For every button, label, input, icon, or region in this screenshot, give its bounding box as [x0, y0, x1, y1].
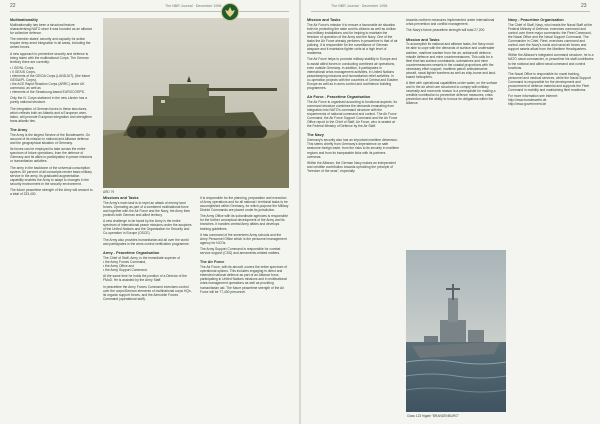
frigate-photo [406, 250, 506, 412]
body-paragraph: The Chief of Staff, Navy, who heads the Naval Staff at the Federal Ministry of Defence, exercises command and control over three major commands: the Fleet Command, the Naval Office and the Naval Support Command. The Commander in Chief, Fleet, exercises command and control over the Navy's naval and naval air forces and support assets afloat from the Maritime Headquarters. [508, 22, 593, 52]
body-paragraph: The Navy's future peacetime strength will total 27,200. [406, 28, 486, 33]
right-page-number: 23 [581, 3, 587, 9]
body-paragraph: The Army is the largest Service of the Bundeswehr. On account of its mission in national and Alliance defence and the geographical situation of Germany. [10, 132, 91, 146]
section-spacer [406, 108, 498, 111]
body-paragraph: Only the IV. Corps stationed in the new Länder has a purely national structure. [10, 96, 88, 105]
section-heading: Air Force - Peacetime Organisation [307, 95, 371, 100]
section-heading: Missions and Tasks [103, 196, 139, 200]
body-paragraph: Germany's security also has an important maritime dimension. This stems chiefly from Germany's dependence on safe seaborne foreign trade, from the risks to its security in maritime regions and from its inseparable links with its partners overseas. [307, 138, 399, 159]
right-running-header: The NBR Journal · December 1998 [331, 4, 388, 8]
body-paragraph: The Air Force, with its aircraft, covers the entire spectrum of operational options. This includes engaging in direct and extended national defence as part of an Alliance force, participating in United Nations missions and in multinational crisis management operations as well as providing humanitarian aid. The future peacetime strength of the Air Force will be 77,400 personnel. [200, 265, 288, 294]
left-page-number: 22 [10, 3, 16, 9]
section-heading: The Army [10, 128, 28, 133]
left-column-1 [10, 18, 94, 414]
body-paragraph: A fleet with operational capabilities under water, on the surface and in the air which are structured to comply with military necessity and economic reason is a prerequisite for making a credible contribution to preventive defence measures, crisis prevention and the ability to honour its obligations within the Alliance. [406, 81, 498, 106]
left-running-header: The NBR Journal · December 1998 [165, 4, 222, 8]
body-paragraph: A new challenge to be faced by the Army is the entire spectrum of international peace missions under the auspices of the United Nations and the Organisation for Security and Co-operation in Europe (OSCE). [103, 219, 192, 236]
body-paragraph: The future peacetime strength of the Army will amount to a total of 233,400. [10, 188, 93, 197]
body-paragraph: towards northern measures implemented under international crisis prevention and conflict management. [406, 18, 495, 27]
armored-vehicle-photo-art [103, 18, 289, 188]
section-spacer [200, 296, 289, 299]
body-paragraph: The member states' security and capacity for action require deep-ened integration in all areas, including the armed forces. [10, 37, 91, 50]
right-photo-caption: Class 123 frigate "BRANDENBURG" [407, 414, 459, 418]
eagle-icon [222, 4, 238, 20]
section-heading: Mission and Tasks [406, 37, 440, 42]
left-page [0, 0, 299, 424]
body-paragraph: Multinationality has been a structural feature characterising NATO since it was founded as an alliance for collective defence. [10, 22, 93, 35]
body-paragraph: The army in the backbone of the universal conscription system. 60 percent of all conscripts render basic military service in the army. Its graduated augmentation capability enables the Army to adapt to changes in the security environment in the security environment. [10, 165, 92, 186]
body-paragraph: The Army Support Command is responsible for combat service support (CSS) and armaments-related matters. [200, 247, 281, 256]
armored-vehicle-photo [103, 18, 289, 188]
section-spacer [103, 303, 193, 306]
right-column-1 [307, 18, 399, 414]
body-paragraph: Within the Alliance's integrated command structure, he is a NATO naval commander, in peacetime his staff contributes to the national and allied naval command and control functions. [508, 53, 594, 70]
army-emblem [221, 3, 239, 21]
body-paragraph: The Army also provides humanitarian aid all over the world and participates in the arms control verification programme. [103, 237, 190, 246]
right-column-3 [508, 18, 594, 414]
section-spacer [10, 198, 94, 201]
body-paragraph: The Army's main task is to repel an attack of enemy land forces. Operating as part of a combined multinational force and together with the Air Force and the Navy, the Army then protects both German and allied territory. [103, 200, 191, 218]
section-heading: The Air Force [200, 260, 225, 265]
body-paragraph: To accomplish its national and alliance tasks, the Navy must be able to cope with the demands of surface and underwater warfare, maritime warfare from the air, antiaircraft defence, missile defence and mine countermeasures. This calls for a fleet that has surface combatants, submarines and mine countermeasures vessels in the coastal proportions with the necessary effort support, maritime patrol/ antisubmarine aircraft, naval fighter bombers as well as ship-borne and land-based helicopters. [406, 42, 497, 79]
section-heading: Army - Peacetime Organisation [103, 250, 160, 255]
frigate-photo-art [406, 250, 506, 412]
body-paragraph: At the same time he holds the position of a Director of the FMoD. He is assisted by the Army Staff. [103, 274, 187, 283]
body-paragraph: The Air Force is organised according to functional aspects. Its command structure combines the demands emanating from integration into NATO's command structure with the requirements of national command and control. The Air Force Command, the Air Force Support Command and the Air Force Office report to the Chief of Staff, Air Force, who is seated at the Federal Ministry of Defence by the Air Staff. [307, 99, 398, 129]
section-spacer [307, 175, 399, 178]
body-paragraph: For more information see Internet: http://www.bundeswehr.de http://www.government.de [508, 94, 558, 107]
body-paragraph: The Air Force's mission it to ensure a favourable air situation both for protecting the state and its citizens as well as civilian and military installations and for helping to maintain the freedom of operation of the Army and the Navy. One of the tasks the Air Force already performs in peacetime is that of air policing. It is responsible for the surveillance of German airspace and it maintains fighter units at a high level of readiness. [307, 22, 398, 56]
section-heading: Multinationality [10, 18, 38, 22]
body-paragraph: Within the Alliance, the German Navy makes an independent and credible contribution towards upholding the principle of "freedom of the seas", especially [307, 160, 396, 173]
body-paragraph: The Naval Office is responsible for naval training, personnel and medical services, while the Naval Support Command is responsible for the development and procurement of defence material and supports the Fleet Command in mobility and maintaining fleet readiness. [508, 71, 591, 92]
right-page [301, 0, 600, 424]
body-paragraph: Its forces can be employed to take across the entire spectrum of future operations, from the defence of Germany and its allies to participation in peace missions or humanitarian activities. [10, 147, 93, 164]
left-column-3 [200, 196, 289, 416]
body-paragraph: The integration of German forces in these structures, which reflects both an Atlantic and a European orien-tation, will promote European integration and strengthen trans-atlantic ties. [10, 106, 92, 123]
left-photo-caption: ARD 79 [103, 190, 115, 194]
left-column-2 [103, 196, 193, 416]
body-paragraph: The Air Force helps to promote military stability in Europe and to assist allied forces in conducting combined air operations, even outside Germany. In addition, it participates in international crisis management activities, in United Nations peacekeeping missions and humanitarian relief activities. In co-operation projects with the countries of Central and Eastern Europe as well as in arms control and confidence building programmes. [307, 57, 399, 90]
right-header-rule [311, 11, 590, 12]
body-paragraph: It has command of the seventeen Army schools and the Army Personnel Office which is the personnel management agency for NCOs. [200, 232, 287, 245]
section-heading: Navy - Peacetime Organisation [508, 18, 564, 22]
body-paragraph: The Army Office with its subordinate agencies is responsible for the further conceptual development of the Army and its branches. It handles central Army affairs and develops training guidelines. [200, 214, 288, 231]
section-heading: The Navy [307, 133, 324, 138]
body-paragraph: The Chief of Staff, Army, is the immediate superior of • the Army Forces Command, • the Army Office and • the Army Support Command. [103, 255, 181, 272]
body-paragraph: A new approach to preventive security and defence is being taken with the multinational Corps. The German territory there are currently: [10, 51, 89, 64]
body-paragraph: It is responsible for the planning, preparation and execution of Army operations and for all national / territorial tasks to be accomplished within Germany, for which purpose the Military District Commands are placed under its jurisdiction. [200, 196, 289, 213]
section-heading: Mission and Tasks [307, 18, 341, 22]
body-paragraph: In peacetime the Army Forces Command exercises control over the corps/German elements of multinational corps HQs, its organic support forces, and the Airmobile Forces Command (operational staff). [103, 284, 192, 301]
left-header-rule [10, 11, 289, 12]
right-column-2 [406, 18, 498, 248]
section-spacer [508, 109, 594, 112]
body-paragraph: • I GE/NL Corps, • II GE/US Corps, • elements of the GE/DA Corps (LANDJUT), (the future GE/DA/PL Corps), • the ACE Rapid Reaction Corps (ARRC) under UK command, as well as • elements of the Strasbourg-based EUROCORPS. [10, 65, 91, 95]
